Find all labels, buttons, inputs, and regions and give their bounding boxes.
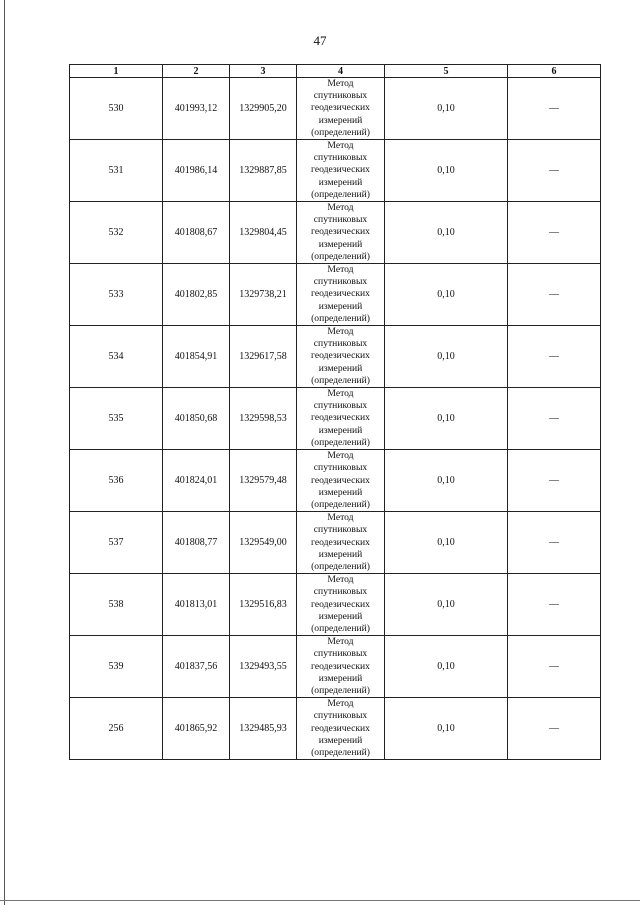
method-cell bbox=[297, 78, 385, 140]
method-line: измерений bbox=[318, 672, 363, 684]
x-coordinate-cell bbox=[163, 574, 230, 636]
method-text bbox=[297, 698, 384, 759]
x-coordinate: 401837,56 bbox=[174, 661, 218, 673]
accuracy-cell bbox=[385, 326, 508, 388]
method-line: спутниковых bbox=[313, 338, 368, 350]
accuracy-cell bbox=[385, 264, 508, 326]
x-coordinate: 401993,12 bbox=[174, 103, 218, 114]
y-coordinate-cell bbox=[230, 78, 297, 140]
method-line: геодезических bbox=[311, 226, 370, 238]
y-coordinate-cell bbox=[230, 264, 297, 326]
point-id: 538 bbox=[108, 599, 124, 611]
method-line: (определений) bbox=[311, 498, 370, 510]
table-row bbox=[70, 512, 601, 574]
x-coordinate: 401850,68 bbox=[174, 413, 218, 425]
method-text bbox=[297, 78, 384, 139]
note-cell bbox=[508, 574, 601, 636]
method-line: Метод bbox=[327, 574, 354, 586]
point-id-cell bbox=[70, 78, 163, 140]
point-id-cell bbox=[70, 388, 163, 450]
method-text bbox=[297, 388, 384, 449]
x-coordinate-cell bbox=[163, 264, 230, 326]
x-coordinate-cell bbox=[163, 636, 230, 698]
accuracy-value: 0,10 bbox=[437, 289, 455, 301]
y-coordinate-cell bbox=[230, 698, 297, 760]
method-line: спутниковых bbox=[313, 710, 368, 722]
accuracy-cell bbox=[385, 140, 508, 202]
dash-mark: — bbox=[549, 103, 559, 114]
table-row bbox=[70, 202, 601, 264]
accuracy-value: 0,10 bbox=[437, 165, 455, 177]
accuracy-value: 0,10 bbox=[437, 103, 455, 114]
accuracy-cell bbox=[385, 512, 508, 574]
table-row bbox=[70, 78, 601, 140]
method-line: (определений) bbox=[311, 188, 370, 200]
method-line: спутниковых bbox=[313, 648, 368, 660]
y-coordinate-cell bbox=[230, 450, 297, 512]
method-cell bbox=[297, 140, 385, 202]
method-text bbox=[297, 264, 384, 325]
method-line: спутниковых bbox=[313, 214, 368, 226]
accuracy-cell bbox=[385, 202, 508, 264]
y-coordinate-cell bbox=[230, 140, 297, 202]
method-line: спутниковых bbox=[313, 462, 368, 474]
point-id: 537 bbox=[108, 537, 124, 549]
accuracy-value: 0,10 bbox=[437, 599, 455, 611]
point-id: 256 bbox=[108, 723, 124, 735]
point-id: 532 bbox=[108, 227, 124, 239]
method-line: Метод bbox=[327, 450, 354, 462]
method-cell bbox=[297, 388, 385, 450]
point-id-cell bbox=[70, 574, 163, 636]
accuracy-cell bbox=[385, 574, 508, 636]
table-row bbox=[70, 264, 601, 326]
method-line: Метод bbox=[327, 264, 354, 276]
y-coordinate: 1329905,20 bbox=[239, 103, 287, 114]
method-line: (определений) bbox=[311, 126, 370, 138]
dash-mark: — bbox=[549, 413, 559, 425]
point-id: 533 bbox=[108, 289, 124, 301]
accuracy-cell bbox=[385, 698, 508, 760]
method-line: (определений) bbox=[311, 436, 370, 448]
y-coordinate: 1329598,53 bbox=[239, 413, 287, 425]
dash-mark: — bbox=[549, 227, 559, 239]
point-id: 534 bbox=[108, 351, 124, 363]
y-coordinate-cell bbox=[230, 202, 297, 264]
y-coordinate-cell bbox=[230, 636, 297, 698]
method-cell bbox=[297, 326, 385, 388]
y-coordinate: 1329804,45 bbox=[239, 227, 287, 239]
x-coordinate-cell bbox=[163, 512, 230, 574]
scan-left-edge bbox=[4, 0, 5, 905]
x-coordinate: 401865,92 bbox=[174, 723, 218, 735]
method-line: геодезических bbox=[311, 474, 370, 486]
accuracy-value: 0,10 bbox=[437, 413, 455, 425]
method-line: геодезических bbox=[311, 288, 370, 300]
y-coordinate: 1329579,48 bbox=[239, 475, 287, 487]
method-cell bbox=[297, 264, 385, 326]
method-line: спутниковых bbox=[313, 586, 368, 598]
point-id: 539 bbox=[108, 661, 124, 673]
method-line: измерений bbox=[318, 734, 363, 746]
note-cell bbox=[508, 698, 601, 760]
x-coordinate: 401802,85 bbox=[174, 289, 218, 301]
method-line: геодезических bbox=[311, 412, 370, 424]
method-line: измерений bbox=[318, 114, 363, 126]
x-coordinate: 401854,91 bbox=[174, 351, 218, 363]
x-coordinate-cell bbox=[163, 140, 230, 202]
method-line: Метод bbox=[327, 512, 354, 524]
table-row bbox=[70, 698, 601, 760]
accuracy-value: 0,10 bbox=[437, 537, 455, 549]
header-col-5: 5 bbox=[385, 65, 508, 78]
point-id-cell bbox=[70, 450, 163, 512]
point-id: 531 bbox=[108, 165, 124, 177]
method-text bbox=[297, 574, 384, 635]
method-text bbox=[297, 326, 384, 387]
table-row bbox=[70, 326, 601, 388]
method-text bbox=[297, 636, 384, 697]
method-line: Метод bbox=[327, 326, 354, 338]
accuracy-value: 0,10 bbox=[437, 351, 455, 363]
table-row bbox=[70, 636, 601, 698]
method-line: измерений bbox=[318, 238, 363, 250]
y-coordinate: 1329617,58 bbox=[239, 351, 287, 363]
method-text bbox=[297, 450, 384, 511]
point-id-cell bbox=[70, 140, 163, 202]
method-line: измерений bbox=[318, 424, 363, 436]
y-coordinate-cell bbox=[230, 326, 297, 388]
y-coordinate: 1329485,93 bbox=[239, 723, 287, 735]
method-line: (определений) bbox=[311, 374, 370, 386]
note-cell bbox=[508, 264, 601, 326]
point-id-cell bbox=[70, 698, 163, 760]
method-line: спутниковых bbox=[313, 276, 368, 288]
table-row bbox=[70, 140, 601, 202]
method-line: (определений) bbox=[311, 622, 370, 634]
dash-mark: — bbox=[549, 475, 559, 487]
page-number: 47 bbox=[313, 33, 327, 48]
y-coordinate: 1329516,83 bbox=[239, 599, 287, 611]
method-line: спутниковых bbox=[313, 152, 368, 164]
x-coordinate-cell bbox=[163, 450, 230, 512]
method-line: измерений bbox=[318, 548, 363, 560]
table-row bbox=[70, 388, 601, 450]
point-id-cell bbox=[70, 512, 163, 574]
method-line: (определений) bbox=[311, 560, 370, 572]
header-col-1: 1 bbox=[70, 65, 163, 78]
y-coordinate: 1329493,55 bbox=[239, 661, 287, 673]
dash-mark: — bbox=[549, 723, 559, 735]
scan-bottom-edge bbox=[0, 900, 640, 901]
method-line: (определений) bbox=[311, 746, 370, 758]
method-line: измерений bbox=[318, 610, 363, 622]
method-cell bbox=[297, 512, 385, 574]
method-cell bbox=[297, 574, 385, 636]
header-col-2: 2 bbox=[163, 65, 230, 78]
method-line: спутниковых bbox=[313, 400, 368, 412]
coordinates-table bbox=[69, 64, 601, 760]
x-coordinate: 401808,77 bbox=[174, 537, 218, 549]
point-id-cell bbox=[70, 636, 163, 698]
x-coordinate-cell bbox=[163, 326, 230, 388]
method-line: (определений) bbox=[311, 684, 370, 696]
accuracy-cell bbox=[385, 450, 508, 512]
point-id-cell bbox=[70, 264, 163, 326]
method-line: геодезических bbox=[311, 350, 370, 362]
method-line: геодезических bbox=[311, 660, 370, 672]
x-coordinate: 401808,67 bbox=[174, 227, 218, 239]
accuracy-value: 0,10 bbox=[437, 723, 455, 735]
note-cell bbox=[508, 636, 601, 698]
y-coordinate-cell bbox=[230, 512, 297, 574]
method-text bbox=[297, 140, 384, 201]
method-line: геодезических bbox=[311, 102, 370, 114]
x-coordinate-cell bbox=[163, 78, 230, 140]
accuracy-value: 0,10 bbox=[437, 661, 455, 673]
table-row bbox=[70, 574, 601, 636]
point-id-cell bbox=[70, 326, 163, 388]
method-line: Метод bbox=[327, 202, 354, 214]
dash-mark: — bbox=[549, 599, 559, 611]
method-line: Метод bbox=[327, 388, 354, 400]
y-coordinate: 1329738,21 bbox=[239, 289, 287, 301]
method-line: Метод bbox=[327, 698, 354, 710]
header-col-4: 4 bbox=[297, 65, 385, 78]
method-line: Метод bbox=[327, 140, 354, 152]
x-coordinate: 401813,01 bbox=[174, 599, 218, 611]
dash-mark: — bbox=[549, 289, 559, 301]
x-coordinate-cell bbox=[163, 202, 230, 264]
accuracy-value: 0,10 bbox=[437, 227, 455, 239]
accuracy-value: 0,10 bbox=[437, 475, 455, 487]
method-line: геодезических bbox=[311, 536, 370, 548]
method-line: (определений) bbox=[311, 312, 370, 324]
note-cell bbox=[508, 512, 601, 574]
method-text bbox=[297, 202, 384, 263]
method-line: геодезических bbox=[311, 164, 370, 176]
x-coordinate: 401824,01 bbox=[174, 475, 218, 487]
table-header-row bbox=[70, 65, 601, 78]
method-cell bbox=[297, 450, 385, 512]
note-cell bbox=[508, 140, 601, 202]
note-cell bbox=[508, 326, 601, 388]
y-coordinate: 1329887,85 bbox=[239, 165, 287, 177]
dash-mark: — bbox=[549, 165, 559, 177]
method-line: (определений) bbox=[311, 250, 370, 262]
y-coordinate-cell bbox=[230, 388, 297, 450]
point-id-cell bbox=[70, 202, 163, 264]
table-body bbox=[70, 78, 601, 760]
point-id: 536 bbox=[108, 475, 124, 487]
y-coordinate: 1329549,00 bbox=[239, 537, 287, 549]
note-cell bbox=[508, 388, 601, 450]
method-line: измерений bbox=[318, 486, 363, 498]
note-cell bbox=[508, 202, 601, 264]
dash-mark: — bbox=[549, 351, 559, 363]
accuracy-cell bbox=[385, 636, 508, 698]
method-line: геодезических bbox=[311, 722, 370, 734]
note-cell bbox=[508, 450, 601, 512]
method-line: спутниковых bbox=[313, 524, 368, 536]
y-coordinate-cell bbox=[230, 574, 297, 636]
accuracy-cell bbox=[385, 388, 508, 450]
note-cell bbox=[508, 78, 601, 140]
point-id: 535 bbox=[108, 413, 124, 425]
method-cell bbox=[297, 202, 385, 264]
method-line: измерений bbox=[318, 176, 363, 188]
method-line: измерений bbox=[318, 300, 363, 312]
x-coordinate: 401986,14 bbox=[174, 165, 218, 177]
method-line: геодезических bbox=[311, 598, 370, 610]
table-row bbox=[70, 450, 601, 512]
method-line: Метод bbox=[327, 636, 354, 648]
x-coordinate-cell bbox=[163, 698, 230, 760]
dash-mark: — bbox=[549, 661, 559, 673]
point-id: 530 bbox=[108, 103, 124, 114]
method-line: измерений bbox=[318, 362, 363, 374]
method-text bbox=[297, 512, 384, 573]
method-cell bbox=[297, 636, 385, 698]
method-cell bbox=[297, 698, 385, 760]
header-col-6: 6 bbox=[508, 65, 601, 78]
header-col-3: 3 bbox=[230, 65, 297, 78]
method-line: спутниковых bbox=[313, 90, 368, 102]
x-coordinate-cell bbox=[163, 388, 230, 450]
accuracy-cell bbox=[385, 78, 508, 140]
dash-mark: — bbox=[549, 537, 559, 549]
method-line: Метод bbox=[327, 78, 354, 89]
